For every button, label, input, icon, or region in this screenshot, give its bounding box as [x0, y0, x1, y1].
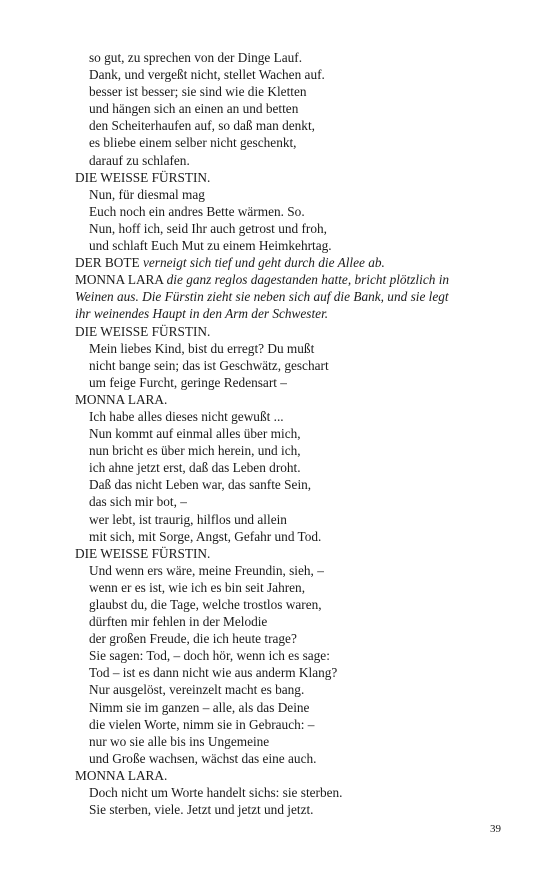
- speaker-name: DIE WEISSE FÜRSTIN.: [75, 169, 211, 185]
- verse-line: wenn er es ist, wie ich es bin seit Jahren,: [89, 579, 306, 595]
- verse-line: und schlaft Euch Mut zu einem Heimkehrtag.: [89, 238, 332, 254]
- play-text: [75, 49, 515, 818]
- verse-line: um feige Furcht, geringe Redensart –: [89, 374, 287, 390]
- verse-line: Doch nicht um Worte handelt sichs: sie sterben.: [89, 785, 343, 801]
- stage-speaker: DER BOTE: [75, 255, 143, 271]
- stage-direction-text: Weinen aus. Die Fürstin zieht sie neben sich auf die Bank, und sie legt: [75, 289, 449, 305]
- stage-direction-text: verneigt sich tief und geht durch die Allee ab.: [142, 255, 385, 271]
- verse-line: Nimm sie im ganzen – alle, als das Deine: [89, 699, 310, 715]
- speaker-name: DIE WEISSE FÜRSTIN.: [75, 545, 211, 561]
- verse-line: Und wenn ers wäre, meine Freundin, sieh, –: [89, 562, 324, 578]
- verse-line: es bliebe einem selber nicht geschenkt,: [89, 135, 297, 151]
- verse-line: Daß das nicht Leben war, das sanfte Sein,: [89, 477, 312, 493]
- verse-line: nicht bange sein; das ist Geschwätz, geschart: [89, 357, 329, 373]
- verse-line: Mein liebes Kind, bist du erregt? Du mußt: [89, 340, 315, 356]
- verse-line: die vielen Worte, nimm sie in Gebrauch: –: [89, 716, 315, 732]
- stage-speaker: MONNA LARA: [75, 272, 167, 288]
- verse-line: so gut, zu sprechen von der Dinge Lauf.: [89, 50, 303, 65]
- stage-direction-text: ihr weinendes Haupt in den Arm der Schwester.: [75, 306, 329, 322]
- stage-direction: [75, 305, 515, 322]
- verse-line: mit sich, mit Sorge, Angst, Gefahr und Tod.: [89, 528, 322, 544]
- verse-line: Tod – ist es dann nicht wie aus anderm Klang?: [89, 665, 338, 681]
- verse-line: und hängen sich an einen an und betten: [89, 101, 299, 117]
- verse-line: Ich habe alles dieses nicht gewußt ...: [89, 408, 284, 424]
- verse-line: ich ahne jetzt erst, daß das Leben droht.: [89, 460, 301, 476]
- verse-line: und Große wachsen, wächst das eine auch.: [89, 750, 317, 766]
- verse-line: Nun kommt auf einmal alles über mich,: [89, 426, 301, 442]
- stage-direction-text: die ganz reglos dagestanden hatte, bricht plötzlich in: [166, 272, 450, 288]
- verse-line: wer lebt, ist traurig, hilflos und allein: [89, 511, 287, 527]
- verse-line: Euch noch ein andres Bette wärmen. So.: [89, 203, 305, 219]
- page-number: 39: [490, 823, 501, 835]
- verse-line: glaubst du, die Tage, welche trostlos waren,: [89, 597, 322, 612]
- verse-line: Nun, hoff ich, seid Ihr auch getrost und froh,: [89, 220, 327, 236]
- verse-line: dürften mir fehlen in der Melodie: [89, 614, 268, 630]
- verse-line: nun bricht es über mich herein, und ich,: [89, 443, 301, 459]
- stage-direction: [75, 271, 515, 288]
- verse-line: das sich mir bot, –: [89, 494, 187, 510]
- verse-line: Sie sagen: Tod, – doch hör, wenn ich es sage:: [89, 648, 330, 664]
- speaker-name: MONNA LARA.: [75, 391, 168, 407]
- verse-line: besser ist besser; sie sind wie die Kletten: [89, 84, 307, 100]
- verse-line: nur wo sie alle bis ins Ungemeine: [89, 733, 270, 749]
- stage-direction: [75, 288, 515, 305]
- speaker-name: MONNA LARA.: [75, 767, 168, 783]
- verse-line: den Scheiterhaufen auf, so daß man denkt,: [89, 118, 315, 134]
- speaker-name: DIE WEISSE FÜRSTIN.: [75, 323, 211, 339]
- verse-line: Sie sterben, viele. Jetzt und jetzt und jetzt.: [89, 802, 314, 818]
- verse-line: der großen Freude, die ich heute trage?: [89, 631, 297, 647]
- verse-line: Dank, und vergeßt nicht, stellet Wachen auf.: [89, 67, 325, 83]
- verse-line: darauf zu schlafen.: [89, 152, 190, 168]
- verse-line: Nur ausgelöst, vereinzelt macht es bang.: [89, 682, 305, 698]
- verse-line: Nun, für diesmal mag: [89, 186, 205, 202]
- stage-direction: [75, 254, 515, 271]
